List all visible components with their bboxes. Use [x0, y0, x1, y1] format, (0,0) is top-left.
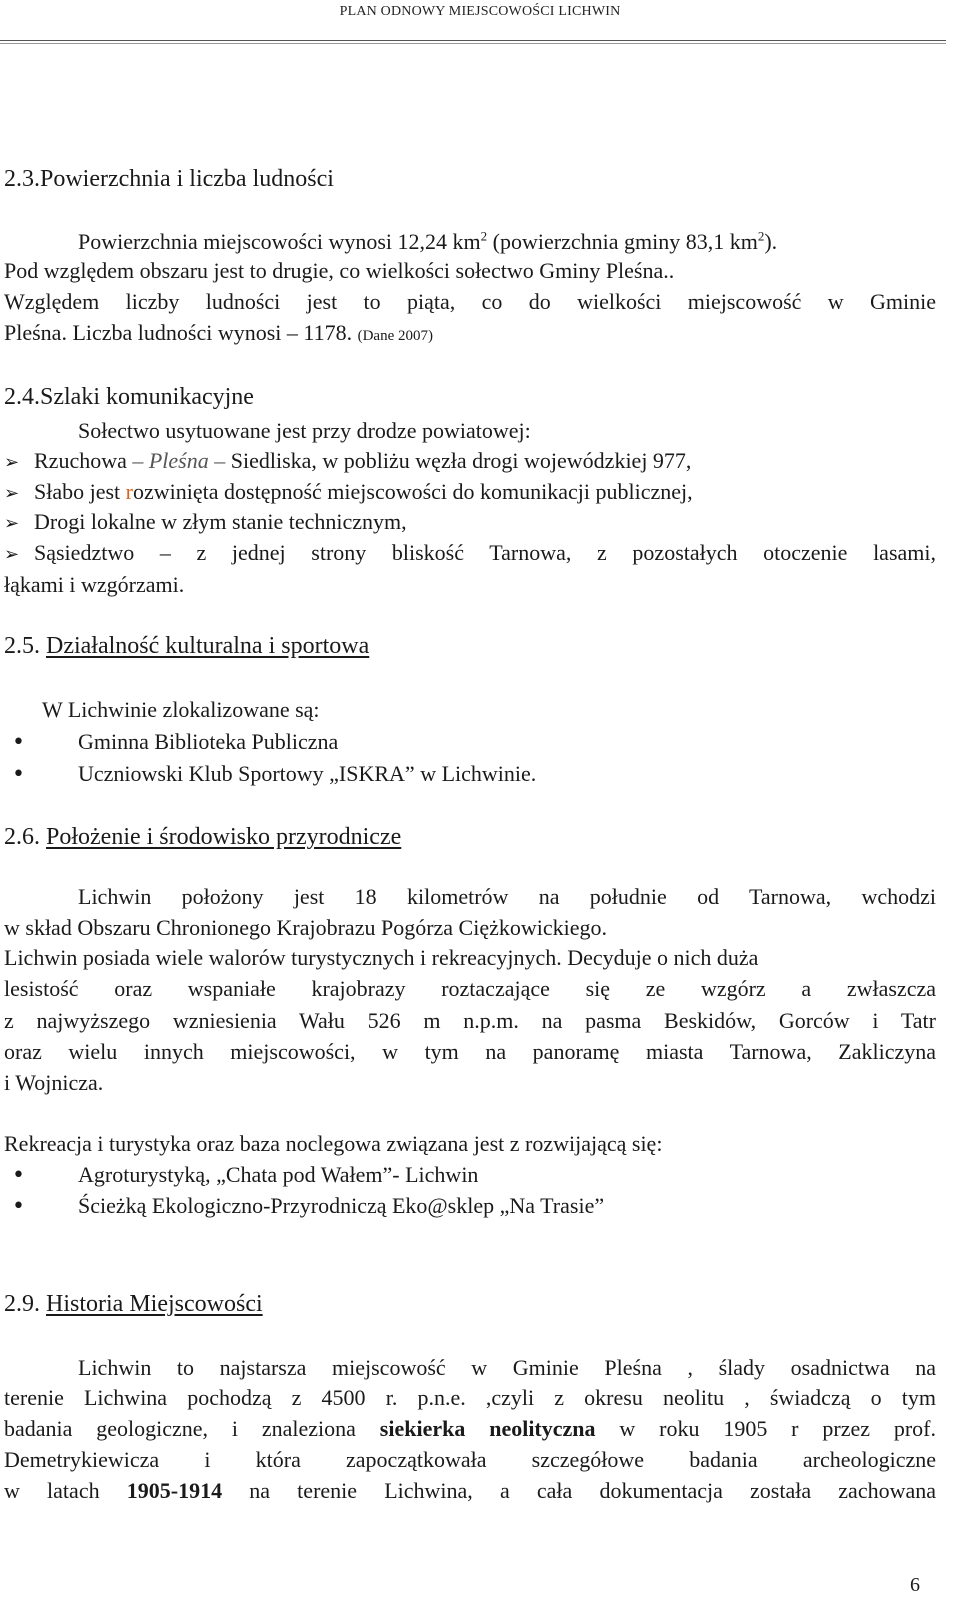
- page-header: PLAN ODNOWY MIEJSCOWOŚCI LICHWIN: [339, 4, 621, 19]
- arrow-bullet-icon: ➢: [4, 483, 20, 504]
- superscript: 2: [757, 228, 765, 244]
- paragraph-line: Sołectwo usytuowane jest przy drodze powiatowej:: [78, 418, 531, 443]
- text-run: w latach: [4, 1478, 127, 1503]
- section-heading-2-9: [4, 1291, 263, 1317]
- arrow-bullet-icon: ➢: [4, 544, 20, 565]
- emphasis: siekierka neolityczna: [379, 1416, 596, 1441]
- section-title: Historia Miejscowości: [46, 1291, 263, 1317]
- paragraph-line: Lichwin to najstarsza miejscowość w Gminie Pleśna , ślady osadnictwa na: [78, 1355, 936, 1380]
- paragraph-line: [4, 320, 433, 349]
- list-item: [4, 509, 407, 537]
- emphasis: 1905-1914: [126, 1478, 223, 1503]
- section-heading-2-6: [4, 824, 401, 850]
- page-number: 6: [910, 1574, 920, 1596]
- header-rule-secondary: [0, 43, 946, 44]
- text-run: Uczniowski Klub Sportowy „ISKRA” w Lichwinie.: [78, 761, 537, 786]
- list-item: [4, 761, 536, 788]
- text-run: na terenie Lichwina, a cała dokumentacja została zachowana: [222, 1478, 936, 1503]
- header-rule: [0, 40, 946, 41]
- paragraph-line: [4, 1416, 936, 1442]
- dot-bullet-icon: •: [12, 1163, 25, 1188]
- paragraph-line: Pod względem obszaru jest to drugie, co wielkości sołectwo Gminy Pleśna..: [4, 258, 675, 283]
- paragraph-line: Względem liczby ludności jest to piąta, co do wielkości miejscowość w Gminie: [4, 289, 936, 314]
- text-run: Gminna Biblioteka Publiczna: [78, 729, 339, 754]
- dot-bullet-icon: •: [12, 730, 25, 755]
- list-item: [4, 729, 338, 756]
- section-title: Położenie i środowisko przyrodnicze: [46, 824, 402, 850]
- section-heading-2-4: 2.4.Szlaki komunikacyjne: [4, 384, 254, 410]
- paragraph-line: oraz wielu innych miejscowości, w tym na panoramę miasta Tarnowa, Zakliczyna: [4, 1039, 936, 1064]
- arrow-bullet-icon: ➢: [4, 452, 20, 473]
- paragraph-line: Rekreacja i turystyka oraz baza noclegowa związana jest z rozwijającą się:: [4, 1131, 663, 1156]
- paragraph-line: i Wojnicza.: [4, 1070, 104, 1095]
- text-run: Pleśna. Liczba ludności wynosi – 1178.: [4, 320, 353, 345]
- text-run: –: [208, 448, 231, 473]
- paragraph-line: terenie Lichwina pochodzą z 4500 r. p.n.e. ,czyli z okresu neolitu , świadczą o tym: [4, 1385, 936, 1410]
- paragraph-line: [78, 229, 777, 255]
- section-heading-2-5: [4, 633, 369, 659]
- superscript: 2: [480, 228, 488, 244]
- source-note: (Dane 2007): [357, 328, 433, 344]
- paragraph-line: lesistość oraz wspaniałe krajobrazy roztaczające się ze wzgórz a zwłaszcza: [4, 976, 936, 1001]
- text-run: Słabo jest: [34, 479, 126, 504]
- dot-bullet-icon: •: [12, 762, 25, 787]
- paragraph-line: Demetrykiewicza i która zapoczątkowała szczegółowe badania archeologiczne: [4, 1447, 936, 1472]
- text-run: Ścieżką Ekologiczno-Przyrodniczą Eko@sklep „Na Trasie”: [78, 1193, 605, 1218]
- text-run: ozwinięta dostępność miejscowości do komunikacji publicznej,: [133, 479, 693, 504]
- list-item: [4, 1193, 604, 1220]
- text-run: w roku 1905 r przez prof.: [595, 1416, 936, 1441]
- dot-bullet-icon: •: [12, 1194, 25, 1219]
- list-item: [4, 540, 936, 568]
- text-run: Powierzchnia miejscowości wynosi 12,24 km: [78, 229, 481, 254]
- text-run: Pleśna: [148, 448, 209, 473]
- highlighted-letter: r: [125, 479, 133, 504]
- text-run: badania geologiczne, i znaleziona: [4, 1416, 380, 1441]
- list-item: [4, 448, 691, 476]
- text-run: Rzuchowa: [34, 448, 127, 473]
- text-run: Sąsiedztwo – z jednej strony bliskość Tarnowa, z pozostałych otoczenie lasami,: [34, 540, 936, 565]
- section-number: 2.9.: [4, 1291, 46, 1317]
- section-number: 2.5.: [4, 633, 46, 659]
- section-title: Działalność kulturalna i sportowa: [46, 633, 370, 659]
- paragraph-line: Lichwin posiada wiele walorów turystycznych i rekreacyjnych. Decyduje o nich duża: [4, 945, 759, 970]
- section-heading-2-3: 2.3.Powierzchnia i liczba ludności: [4, 166, 334, 192]
- text-run: (powierzchnia gminy 83,1 km: [487, 229, 758, 254]
- list-item-continuation: łąkami i wzgórzami.: [4, 572, 185, 597]
- paragraph-line: w skład Obszaru Chronionego Krajobrazu Pogórza Ciężkowickiego.: [4, 915, 608, 940]
- section-number: 2.6.: [4, 824, 46, 850]
- text-run: Siedliska, w pobliżu węzła drogi wojewódzkiej 977,: [230, 448, 692, 473]
- paragraph-line: W Lichwinie zlokalizowane są:: [42, 697, 320, 722]
- text-run: Agroturystyką, „Chata pod Wałem”- Lichwin: [78, 1162, 479, 1187]
- paragraph-line: z najwyższego wzniesienia Wału 526 m n.p.m. na pasma Beskidów, Gorców i Tatr: [4, 1008, 936, 1033]
- list-item: [4, 479, 693, 507]
- text-run: ).: [764, 229, 778, 254]
- paragraph-line: Lichwin położony jest 18 kilometrów na południe od Tarnowa, wchodzi: [78, 884, 936, 909]
- list-item: [4, 1162, 478, 1189]
- text-run: Drogi lokalne w złym stanie technicznym,: [34, 509, 407, 534]
- paragraph-line: [4, 1478, 936, 1504]
- arrow-bullet-icon: ➢: [4, 513, 20, 534]
- text-run: –: [126, 448, 149, 473]
